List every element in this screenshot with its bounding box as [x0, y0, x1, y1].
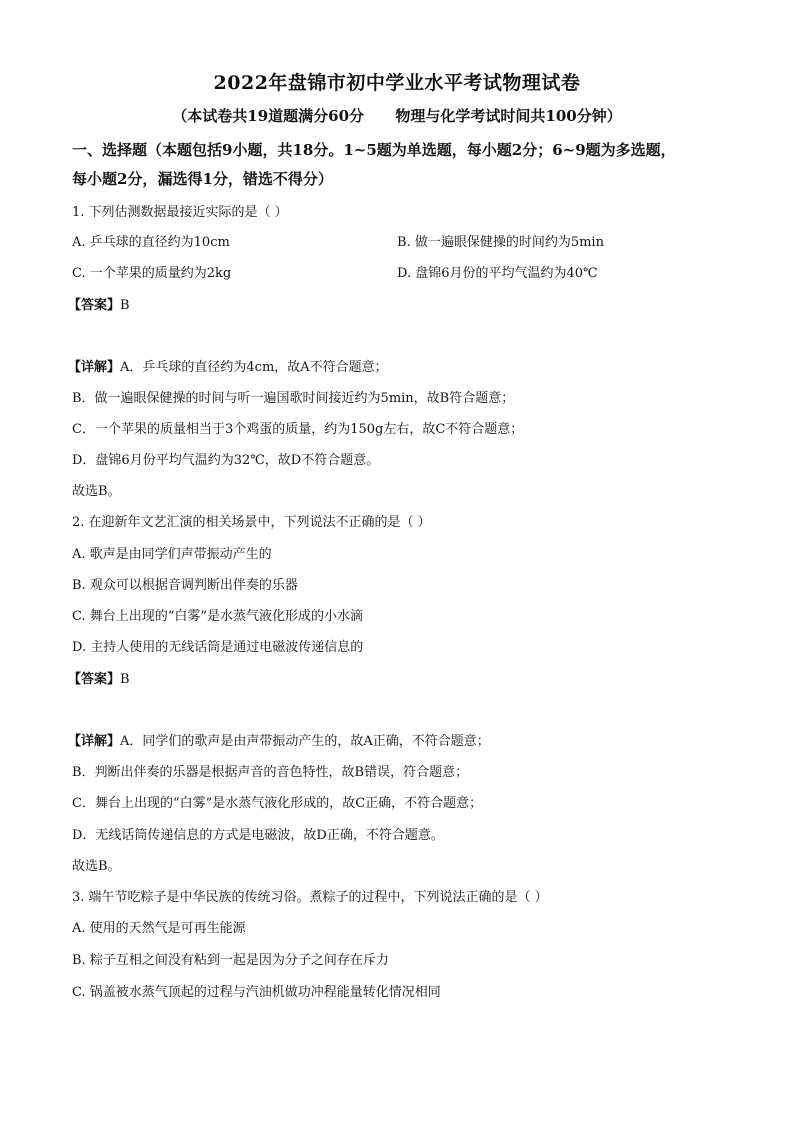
q1-detail-3: C．一个苹果的质量相当于3个鸡蛋的质量，约为150g左右，故C不符合题意； [72, 422, 524, 437]
q1-option-c: C. 一个苹果的质量约为2kg [72, 266, 232, 281]
q1-option-a: A. 乒乓球的直径约为10cm [72, 235, 230, 250]
q2-detail-2: B．判断出伴奏的乐器是根据声音的音色特性，故B错误，符合题意； [72, 765, 469, 780]
q1-answer [68, 297, 130, 315]
detail-label: 【详解】 [68, 734, 121, 749]
q1-option-b: B. 做一遍眼保健操的时间约为5min [397, 235, 604, 250]
page-title: 2022年盘锦市初中学业水平考试物理试卷 [213, 72, 581, 94]
section-heading-line2: 每小题2分，漏选得1分，错选不得分） [72, 170, 333, 188]
q2-option-d: D. 主持人使用的无线话筒是通过电磁波传递信息的 [72, 640, 364, 655]
q3-option-b: B. 粽子互相之间没有粘到一起是因为分子之间存在斥力 [72, 953, 389, 968]
q2-option-a: A. 歌声是由同学们声带振动产生的 [72, 547, 272, 562]
detail-label: 【详解】 [68, 360, 121, 375]
section-heading-line1: 一、选择题（本题包括9小题，共18分。1~5题为单选题，每小题2分；6~9题为多选题， [72, 141, 676, 159]
q1-stem: 1. 下列估测数据最接近实际的是（ ） [72, 205, 288, 220]
q2-detail-1 [68, 733, 490, 751]
q1-option-d: D. 盘锦6月份的平均气温约为40℃ [397, 266, 598, 281]
q3-option-a: A. 使用的天然气是可再生能源 [72, 921, 246, 936]
q2-detail-4: D．无线话筒传递信息的方式是电磁波，故D正确，不符合题意。 [72, 828, 444, 843]
q1-conclusion: 故选B。 [72, 484, 121, 499]
q1-detail-1 [68, 359, 388, 377]
answer-value: B [120, 298, 130, 313]
answer-label: 【答案】 [68, 298, 121, 313]
q3-option-c: C. 锅盖被水蒸气顶起的过程与汽油机做功冲程能量转化情况相同 [72, 985, 441, 1000]
detail-text: A．乒乓球的直径约为4cm，故A不符合题意； [120, 360, 388, 375]
q2-option-c: C. 舞台上出现的“白雾”是水蒸气液化形成的小水滴 [72, 609, 364, 624]
answer-label: 【答案】 [68, 672, 121, 687]
q2-conclusion: 故选B。 [72, 859, 121, 874]
page-subtitle: （本试卷共19道题满分60分 物理与化学考试时间共100分钟） [172, 107, 622, 125]
q2-detail-3: C．舞台上出现的“白雾”是水蒸气液化形成的，故C正确，不符合题意； [72, 796, 483, 811]
q2-option-b: B. 观众可以根据音调判断出伴奏的乐器 [72, 578, 298, 593]
q2-stem: 2. 在迎新年文艺汇演的相关场景中，下列说法不正确的是（ ） [72, 515, 431, 530]
q1-detail-2: B．做一遍眼保健操的时间与听一遍国歌时间接近约为5min，故B符合题意； [72, 391, 515, 406]
q2-answer [68, 671, 130, 689]
q1-detail-4: D．盘锦6月份平均气温约为32℃，故D不符合题意。 [72, 453, 380, 468]
detail-text: A．同学们的歌声是由声带振动产生的，故A正确，不符合题意； [120, 734, 490, 749]
answer-value: B [120, 672, 130, 687]
q3-stem: 3. 端午节吃粽子是中华民族的传统习俗。煮粽子的过程中，下列说法正确的是（ ） [72, 890, 548, 905]
